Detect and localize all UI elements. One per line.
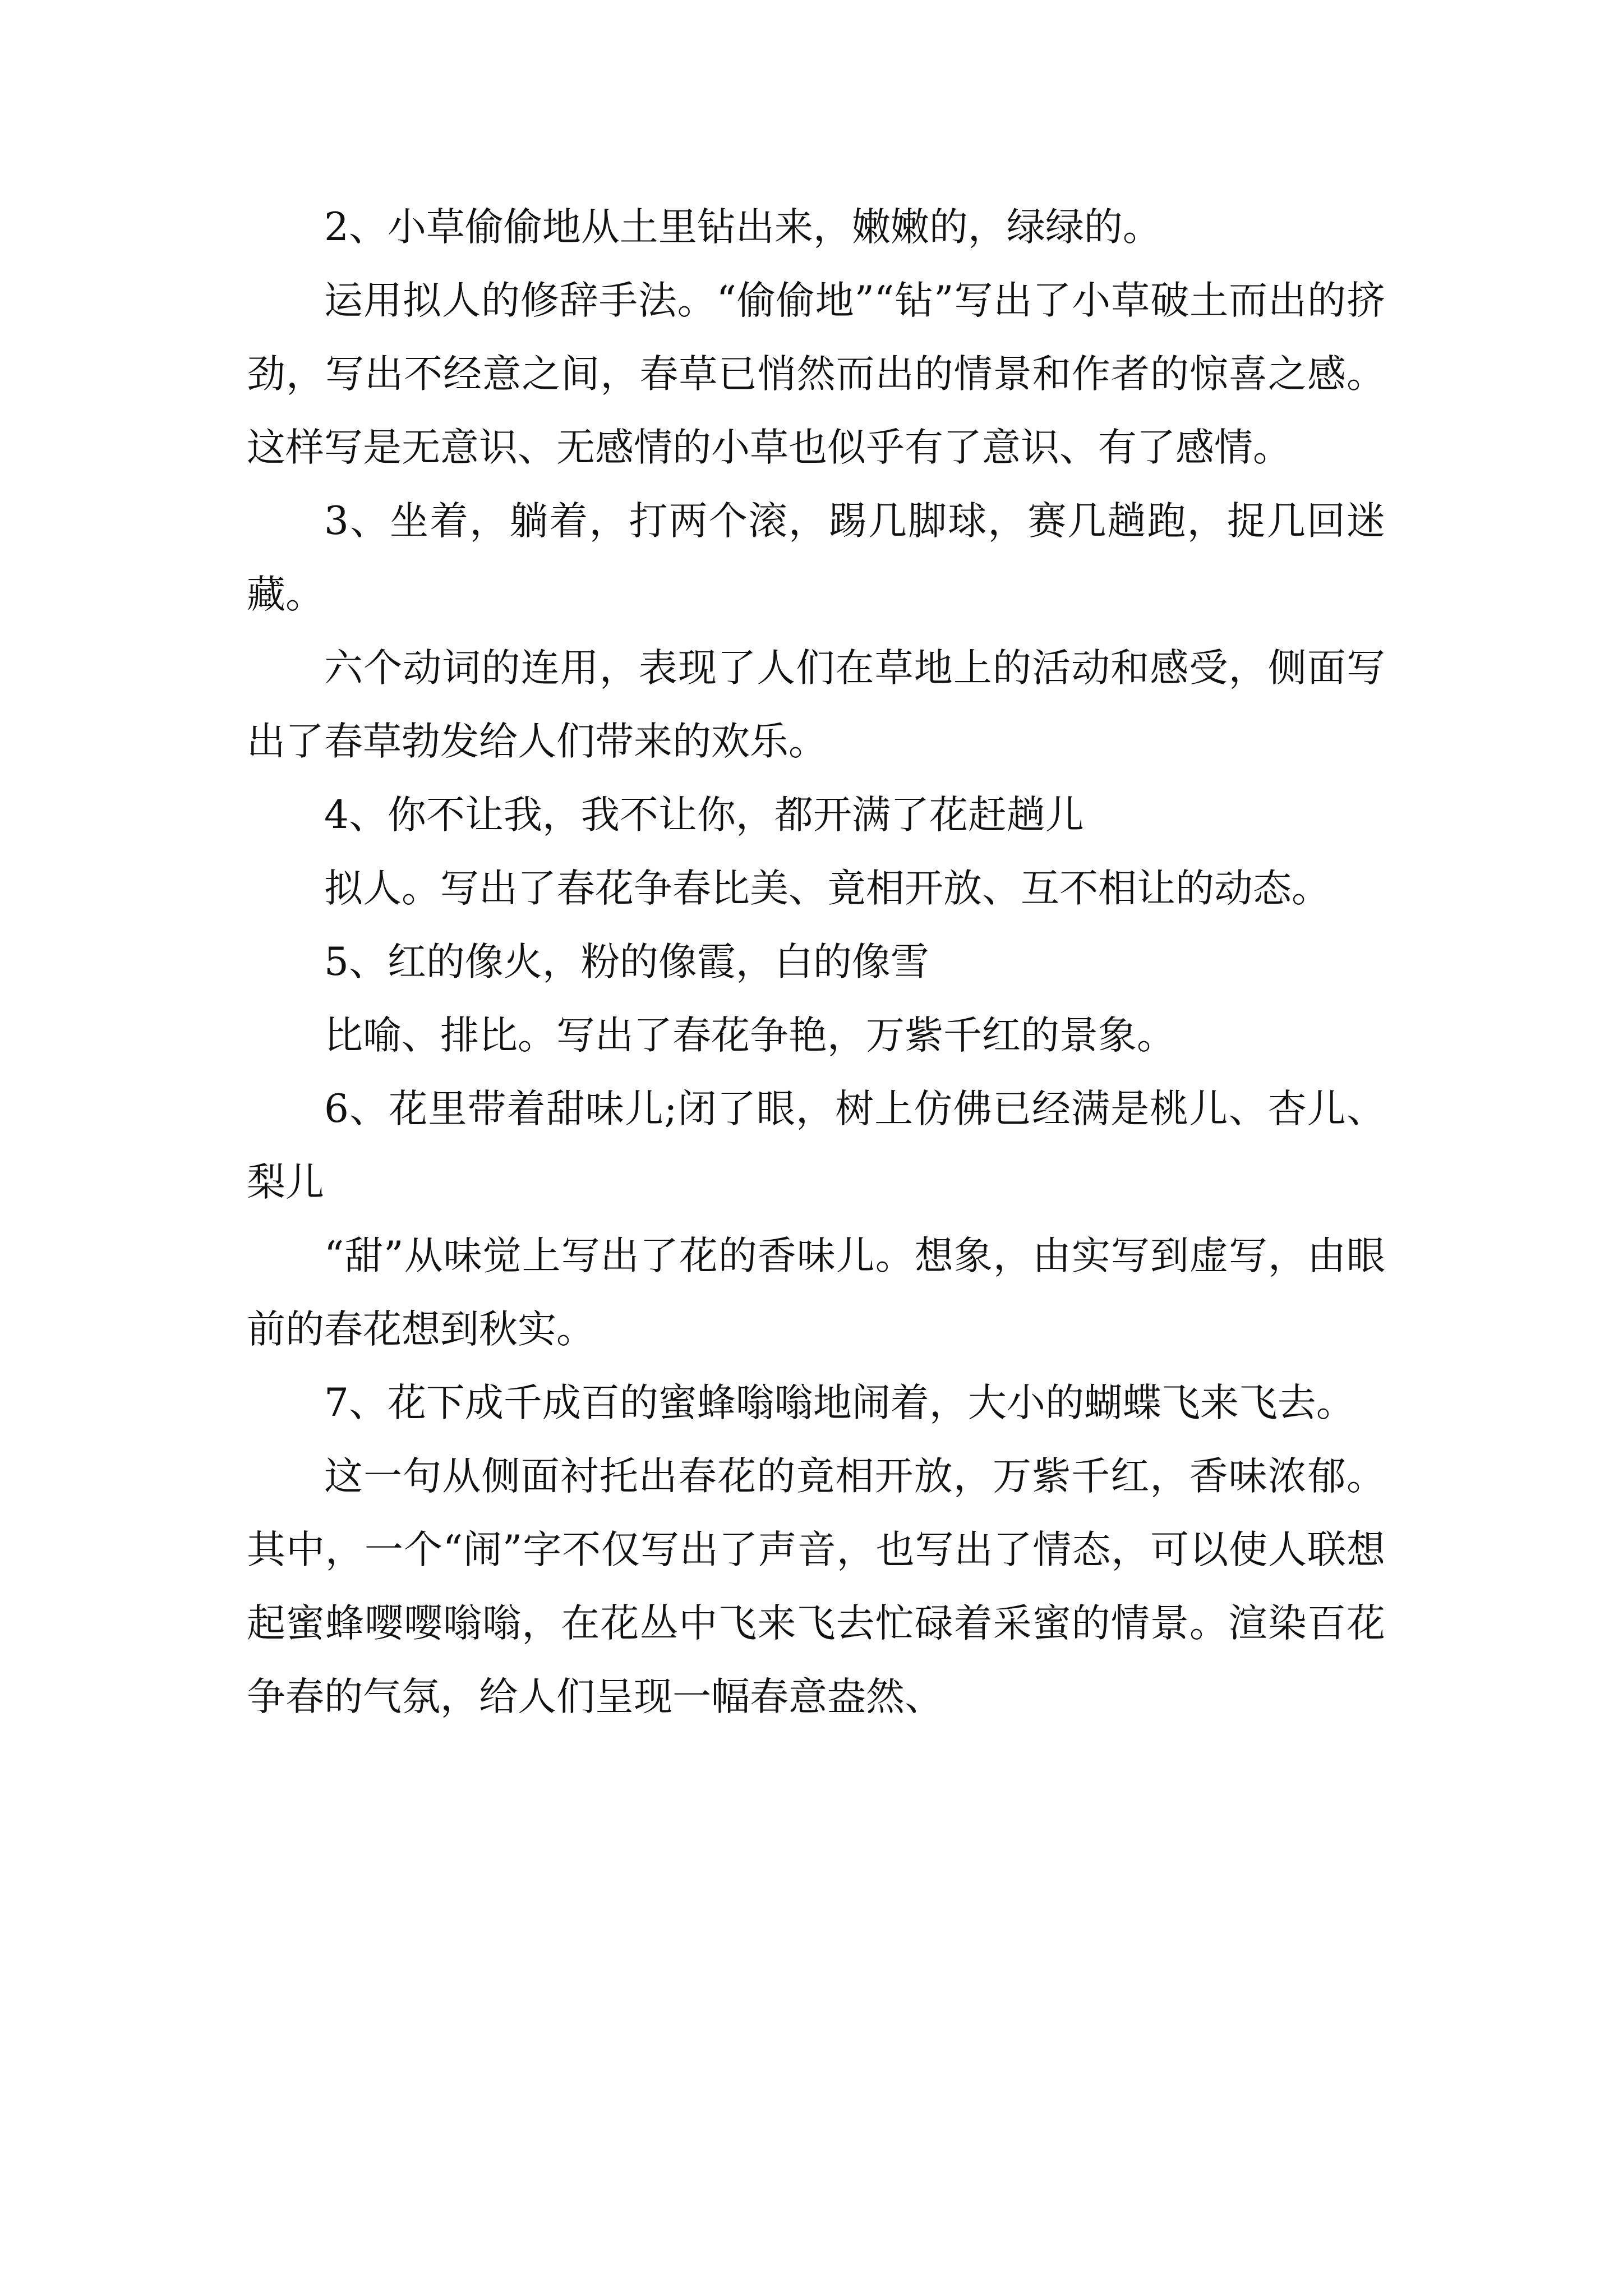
paragraph-1: 2、小草偷偷地从土里钻出来，嫩嫩的，绿绿的。 [324,205,1161,250]
paragraph-4: 六个动词的连用，表现了人们在草地上的活动和感受，侧面写出了春草勃发给人们带来的欢乐。 [247,646,1385,764]
paragraph-6: 拟人。写出了春花争春比美、竟相开放、互不相让的动态。 [324,866,1330,911]
paragraph-3: 3、坐着，躺着，打两个滚，踢几脚球，赛几趟跑，捉几回迷藏。 [247,499,1385,617]
paragraph-9: 6、花里带着甜味儿;闭了眼，树上仿佛已经满是桃儿、杏儿、梨儿 [247,1087,1385,1205]
document-body [247,191,1385,1734]
paragraph-5: 4、你不让我，我不让你，都开满了花赶趟儿 [324,793,1084,838]
paragraph-11: 7、花下成千成百的蜜蜂嗡嗡地闹着，大小的蝴蝶飞来飞去。 [324,1381,1355,1425]
paragraph-12: 这一句从侧面衬托出春花的竟相开放，万紫千红，香味浓郁。其中，一个“闹”字不仅写出了声音，也写出了情态，可以使人联想起蜜蜂嘤嘤嗡嗡，在花丛中飞来飞去忙碌着采蜜的情景。渲染百花争春的气氛，给人们呈现一幅春意盎然、 [247,1454,1385,1719]
paragraph-8: 比喻、排比。写出了春花争艳，万紫千红的景象。 [324,1013,1175,1058]
paragraph-7: 5、红的像火，粉的像霞，白的像雪 [324,940,929,984]
paragraph-2: 运用拟人的修辞手法。“偷偷地”“钻”写出了小草破土而出的挤劲，写出不经意之间，春草已悄然而出的情景和作者的惊喜之感。这样写是无意识、无感情的小草也似乎有了意识、有了感情。 [247,278,1385,470]
paragraph-10: “甜”从味觉上写出了花的香味儿。想象，由实写到虚写，由眼前的春花想到秋实。 [247,1234,1385,1352]
